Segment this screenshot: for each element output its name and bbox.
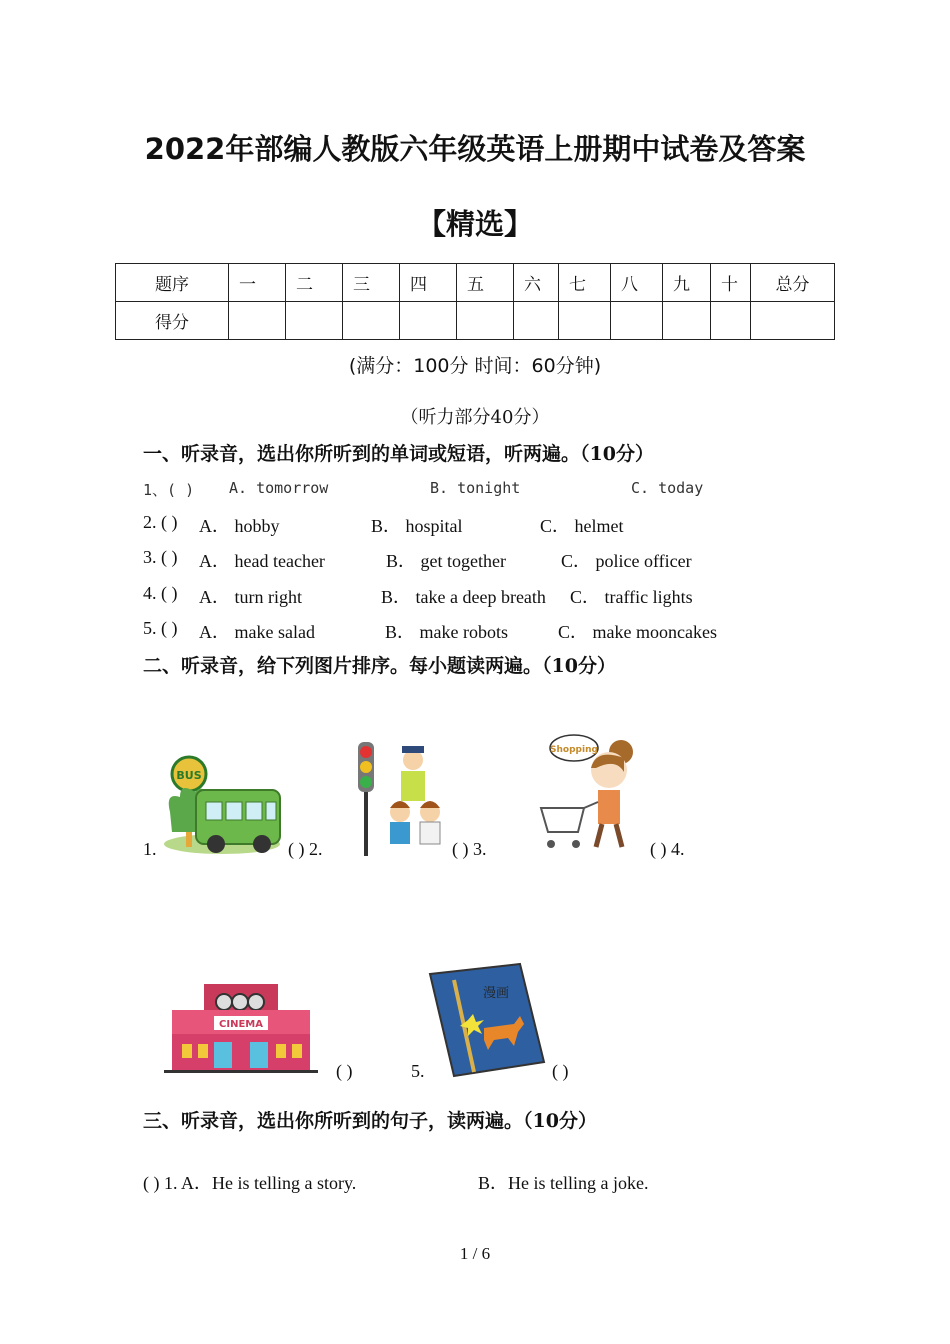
woman-shirt — [598, 790, 620, 824]
police-vest — [401, 771, 425, 801]
woman-leg — [616, 824, 622, 847]
picture-number: 5. — [411, 1061, 425, 1081]
table-cell: 二 — [286, 264, 343, 302]
score-input-cell[interactable] — [286, 302, 343, 340]
option-b: B． take a deep breath — [381, 587, 546, 607]
answer-blank[interactable]: ( ) — [336, 1061, 353, 1081]
yellow-light — [360, 761, 372, 773]
traffic-police-picture — [353, 742, 458, 857]
film-reel-icon — [248, 994, 264, 1010]
answer-blank[interactable]: ( ) 2. — [288, 839, 323, 859]
question-1: ( ) 1. A．He is telling a story. — [143, 1173, 357, 1193]
section1-heading: 一、听录音，选出你所听到的单词或短语，听两遍。（10分） — [143, 443, 654, 465]
score-input-cell[interactable] — [751, 302, 835, 340]
cinema-window — [276, 1044, 286, 1058]
score-input-cell[interactable] — [400, 302, 457, 340]
score-table-score-row — [116, 302, 835, 340]
cart-wheel — [572, 840, 580, 848]
option-a: A. tomorrow — [229, 479, 329, 497]
cinema-sign-text: CINEMA — [219, 1019, 263, 1030]
listening-part-label: （听力部分40分） — [400, 407, 550, 428]
red-light — [360, 746, 372, 758]
police-cap — [402, 746, 424, 753]
child-shirt — [390, 822, 410, 844]
table-cell: 四 — [400, 264, 457, 302]
film-reel-icon — [232, 994, 248, 1010]
option-b: B． get together — [386, 551, 506, 571]
page-subtitle: 【精选】 — [416, 207, 533, 241]
table-cell: 六 — [514, 264, 559, 302]
option-a: A． head teacher — [199, 551, 325, 571]
film-reel-icon — [216, 994, 232, 1010]
score-input-cell[interactable] — [663, 302, 711, 340]
page-title: 2022年部编人教版六年级英语上册期中试卷及答案 — [144, 132, 806, 166]
score-table-header-row — [116, 264, 835, 302]
score-input-cell[interactable] — [514, 302, 559, 340]
cart-handle — [584, 802, 598, 808]
bus-sign-text: BUS — [176, 769, 202, 782]
score-input-cell[interactable] — [229, 302, 286, 340]
option-c: C． make mooncakes — [558, 622, 717, 642]
child-hair — [390, 801, 410, 808]
option-a: A． make salad — [199, 622, 315, 642]
answer-blank[interactable]: ( ) 3. — [452, 839, 487, 859]
answer-blank[interactable]: ( ) — [552, 1061, 569, 1081]
option-a: A． hobby — [199, 516, 280, 536]
option-c: C． helmet — [540, 516, 624, 536]
cinema-door — [214, 1042, 232, 1068]
score-input-cell[interactable] — [711, 302, 751, 340]
option-c: C． police officer — [561, 551, 692, 571]
woman-leg — [596, 824, 602, 847]
cinema-window — [198, 1044, 208, 1058]
score-input-cell[interactable] — [559, 302, 611, 340]
page-number: 1 / 6 — [459, 1244, 491, 1263]
table-cell: 五 — [457, 264, 514, 302]
table-cell: 得分 — [116, 302, 229, 340]
section3-heading: 三、听录音，选出你所听到的句子，读两遍。（10分） — [143, 1110, 597, 1132]
picture-number: 1. — [143, 839, 157, 859]
cinema-window — [292, 1044, 302, 1058]
score-input-cell[interactable] — [457, 302, 514, 340]
speech-bubble-text: Shopping — [550, 745, 598, 755]
score-input-cell[interactable] — [343, 302, 400, 340]
table-cell: 九 — [663, 264, 711, 302]
table-cell: 总分 — [751, 264, 835, 302]
child-hair — [420, 801, 440, 808]
option-b: B． hospital — [371, 516, 463, 536]
table-cell: 十 — [711, 264, 751, 302]
bus-window — [226, 802, 242, 820]
option-b: B. tonight — [430, 479, 521, 497]
cinema-door — [250, 1042, 268, 1068]
table-cell: 一 — [229, 264, 286, 302]
bus-wheel — [207, 835, 225, 853]
cart-wheel — [547, 840, 555, 848]
bus-window — [206, 802, 222, 820]
question-number: 2. ( ) — [143, 512, 178, 532]
shopping-picture — [536, 732, 646, 854]
answer-blank[interactable]: ( ) 4. — [650, 839, 685, 859]
question-number: 4. ( ) — [143, 583, 178, 603]
comic-book-picture — [428, 962, 546, 1080]
question-number: 1、( ) — [143, 481, 195, 499]
bus-wheel — [253, 835, 271, 853]
score-input-cell[interactable] — [611, 302, 663, 340]
green-light — [360, 776, 372, 788]
exam-meta: (满分：100分 时间：60分钟) — [348, 355, 602, 377]
question-number: 5. ( ) — [143, 618, 178, 638]
cart-basket — [541, 808, 584, 832]
cinema-front — [172, 1034, 310, 1070]
cinema-ground — [164, 1070, 318, 1073]
question-number: 3. ( ) — [143, 547, 178, 567]
cinema-picture — [162, 980, 320, 1076]
cinema-window — [182, 1044, 192, 1058]
bus-picture — [160, 752, 285, 857]
comic-title-text: 漫画 — [483, 986, 510, 1001]
option-b: B． make robots — [385, 622, 508, 642]
option-c: C. today — [631, 479, 704, 497]
section2-heading: 二、听录音，给下列图片排序。每小题读两遍。（10分） — [143, 655, 616, 677]
bus-window — [246, 802, 262, 820]
option-b: B．He is telling a joke. — [478, 1173, 649, 1193]
score-table — [115, 263, 835, 340]
table-cell: 七 — [559, 264, 611, 302]
table-cell: 八 — [611, 264, 663, 302]
option-a: A． turn right — [199, 587, 302, 607]
comic-cover — [430, 964, 544, 1076]
table-cell: 三 — [343, 264, 400, 302]
table-cell: 题序 — [116, 264, 229, 302]
child-shirt — [420, 822, 440, 844]
option-c: C． traffic lights — [570, 587, 693, 607]
bus-window — [266, 802, 276, 820]
